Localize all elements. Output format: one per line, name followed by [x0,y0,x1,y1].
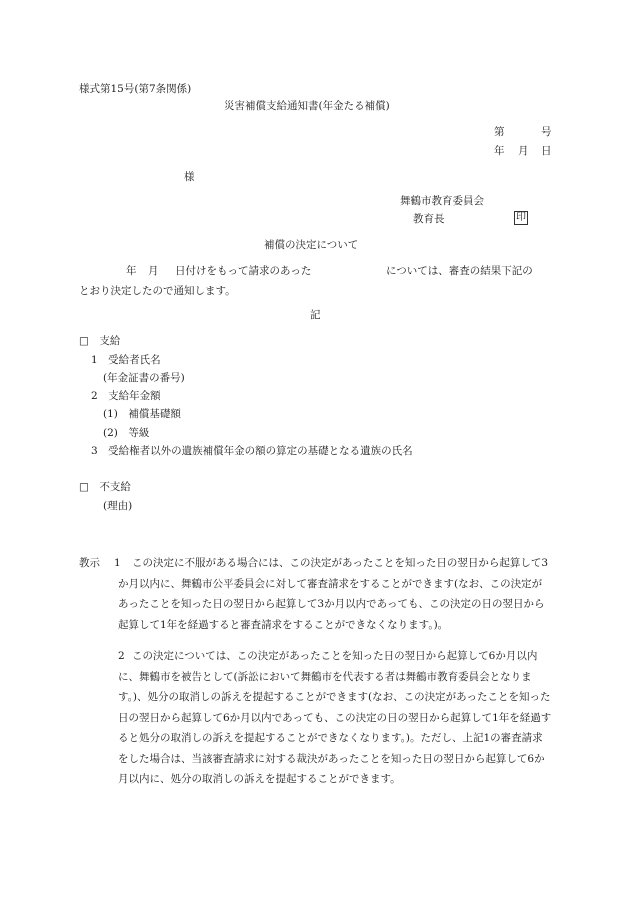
notice-label: 教示 [79,557,100,569]
grade-label: (2) 等級 [103,427,150,439]
non-payment-heading: □ 不支給 [79,481,131,493]
non-payment-reason: (理由) [103,500,133,512]
seal-box [514,211,528,225]
body-request-text: 日付けをもって請求のあった [175,265,312,277]
compensation-base-label: (1) 補償基礎額 [103,408,181,420]
body-year: 年 [126,265,137,277]
pension-cert-number-label: (年金証書の番号) [103,372,185,384]
seal-mark: 印 [516,212,526,223]
notice-item1-number: 1 [114,557,121,569]
notice-item2-text: この決定については、この決定があったことを知った日の翌日から起算して6か月以内に、舞鶴市を被告として(訴訟において舞鶴市を代表する者は舞鶴市教育委員会となります。)、処分の取消しの訴えを提起することができます(なお、この決定があったことを知った日の翌日から起算して6か月以内であっても、この決定の日の翌日から起算して1年を経過すると処分の取消しの訴えを提起することができなくなります。)。ただし、上記1の審査請求をした場合は、当該審査請求に対する裁決があったことを知った日の翌日から起算して6か月以内に、処分の取消しの訴えを提起することができます。 [118,650,552,785]
issuer-title: 教育長 [413,213,445,225]
form-id: 様式第15号(第7条関係) [79,83,192,95]
date-day: 日 [541,145,552,157]
notice-item2-number: 2 [118,650,125,662]
date-year: 年 [494,145,505,157]
date-month: 月 [518,145,529,157]
document-title: 災害補償支給通知書(年金たる補償) [224,100,390,112]
doc-number-suffix: 号 [541,126,552,138]
body-month: 月 [148,265,159,277]
notice-item1-text: この決定に不服がある場合には、この決定があったことを知った日の翌日から起算して3か月以内に、舞鶴市公平委員会に対して審査請求をすることができます(なお、この決定があったことを知った日の翌日から起算して3か月以内であっても、この決定の日の翌日から起算して1年を経過すると審査請求をすることができなくなります。)。 [118,557,549,631]
issuer-org: 舞鶴市教育委員会 [400,195,484,207]
addressee-suffix: 様 [184,171,195,183]
subject: 補償の決定について [264,239,359,251]
recipient-name-label: 1 受給者氏名 [91,354,161,366]
payment-heading: □ 支給 [79,335,121,347]
body-result-text: については、審査の結果下記の [386,265,533,277]
ki-label: 記 [310,309,321,321]
pension-amount-label: 2 支給年金額 [91,390,161,402]
doc-number-prefix: 第 [494,126,505,138]
bereaved-names-label: 3 受給権者以外の遺族補償年金の額の算定の基礎となる遺族の氏名 [91,445,413,457]
body-notification-text: とおり決定したので通知します。 [79,285,236,297]
